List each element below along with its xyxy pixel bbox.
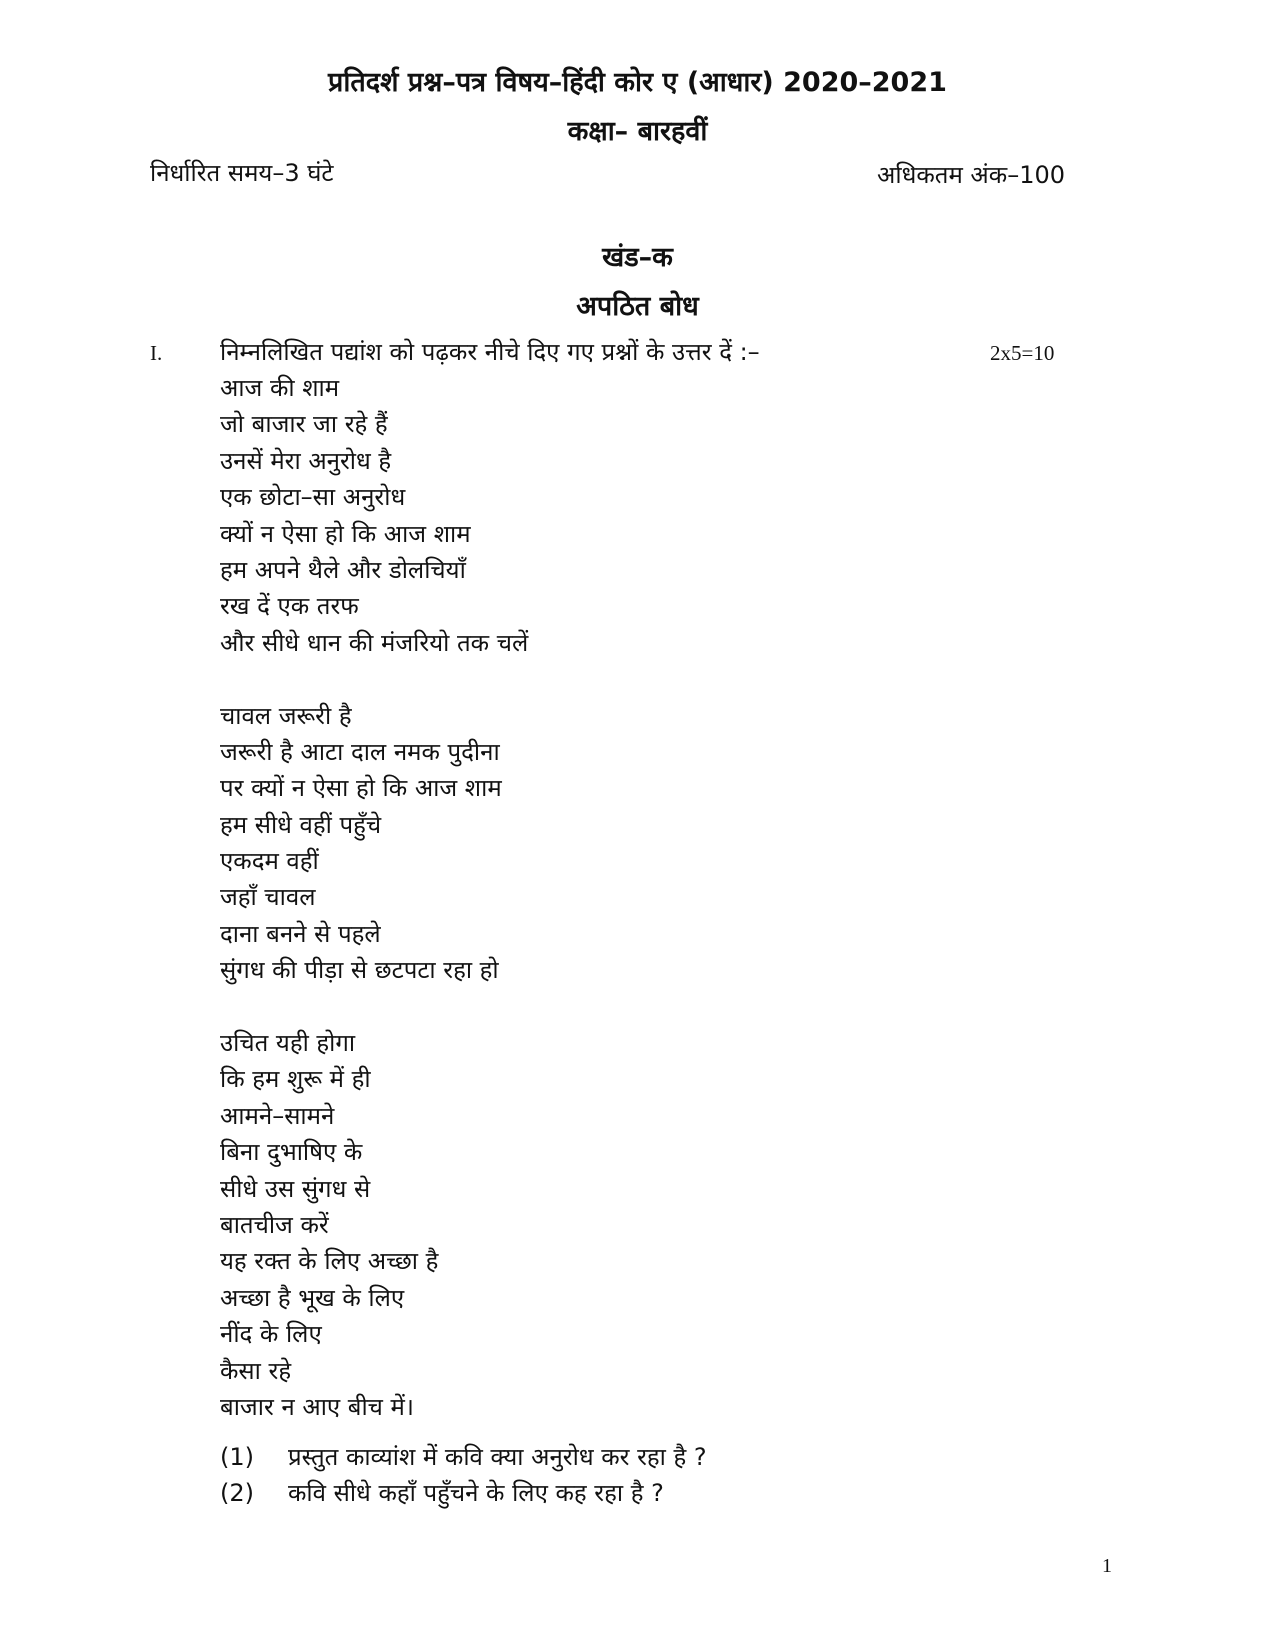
- subquestion-number: (1): [220, 1443, 254, 1471]
- poem-line: और सीधे धान की मंजरियो तक चलें: [220, 628, 529, 657]
- time-allowed: निर्धारित समय–3 घंटे: [150, 159, 334, 187]
- poem-line: चावल जरूरी है: [220, 701, 352, 730]
- question-number: I.: [150, 341, 163, 365]
- poem-line: कि हम शुरू में ही: [220, 1065, 371, 1094]
- poem-line: एकदम वहीं: [220, 847, 319, 876]
- stanza-gap: [220, 661, 528, 697]
- section-heading: खंड–क: [602, 242, 673, 273]
- section-subtitle: अपठित बोध: [576, 291, 699, 322]
- poem-line: नींद के लिए: [220, 1320, 322, 1349]
- poem-line: बिना दुभाषिए के: [220, 1138, 363, 1167]
- poem-line: पर क्यों न ऐसा हो कि आज शाम: [220, 774, 502, 803]
- poem-line: उनसें मेरा अनुरोध है: [220, 446, 392, 475]
- subquestion-number: (2): [220, 1479, 254, 1507]
- poem-line: आमने–सामने: [220, 1101, 335, 1130]
- question-instruction: निम्नलिखित पद्यांश को पढ़कर नीचे दिए गए प्रश्नों के उत्तर दें :–: [220, 338, 760, 366]
- stanza-gap: [220, 989, 528, 1025]
- subquestion-text: कवि सीधे कहाँ पहुँचने के लिए कह रहा है ?: [288, 1479, 664, 1507]
- poem-line: अच्छा है भूख के लिए: [220, 1283, 405, 1312]
- poem-passage: [220, 370, 528, 1425]
- poem-line: आज की शाम: [220, 374, 340, 402]
- poem-line: बातचीज करें: [220, 1210, 329, 1239]
- paper-title: प्रतिदर्श प्रश्न–पत्र विषय–हिंदी कोर ए (आधार) 2020–2021: [328, 67, 947, 98]
- poem-line: दाना बनने से पहले: [220, 919, 381, 948]
- poem-line: सीधे उस सुंगध से: [220, 1174, 371, 1203]
- poem-line: एक छोटा–सा अनुरोध: [220, 483, 406, 512]
- class-heading: कक्षा– बारहवीं: [567, 116, 708, 147]
- question-marks: 2x5=10: [990, 341, 1055, 365]
- poem-line: कैसा रहे: [220, 1356, 292, 1385]
- page-number: 1: [1102, 1555, 1112, 1577]
- subquestion-1: [220, 1440, 707, 1473]
- subquestion-2: [220, 1476, 664, 1509]
- poem-line: यह रक्त के लिए अच्छा है: [220, 1247, 439, 1276]
- poem-line: रख दें एक तरफ: [220, 592, 359, 621]
- poem-line: हम अपने थैले और डोलचियाँ: [220, 555, 466, 584]
- poem-stanza-1: [220, 370, 528, 661]
- subquestion-text: प्रस्तुत काव्यांश में कवि क्या अनुरोध कर रहा है ?: [288, 1443, 707, 1471]
- poem-stanza-3: [220, 1025, 528, 1425]
- poem-line: बाजार न आए बीच में।: [220, 1392, 415, 1421]
- poem-line: सुंगध की पीड़ा से छटपटा रहा हो: [220, 956, 499, 985]
- poem-line: जरूरी है आटा दाल नमक पुदीना: [220, 737, 500, 766]
- poem-line: जो बाजार जा रहे हैं: [220, 410, 388, 439]
- poem-line: उचित यही होगा: [220, 1029, 356, 1058]
- max-marks: अधिकतम अंक–100: [877, 161, 1065, 189]
- poem-line: हम सीधे वहीं पहुँचे: [220, 810, 382, 839]
- poem-stanza-2: [220, 698, 528, 989]
- poem-line: जहाँ चावल: [220, 883, 316, 912]
- poem-line: क्यों न ऐसा हो कि आज शाम: [220, 519, 471, 548]
